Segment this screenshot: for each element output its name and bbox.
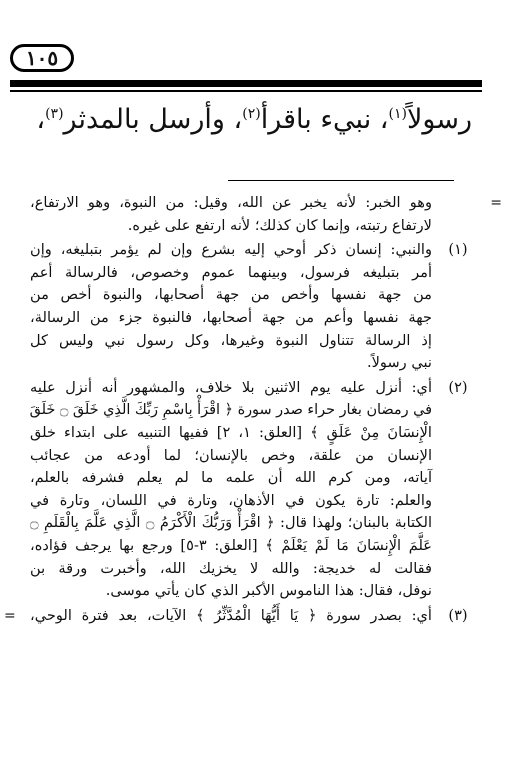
note-line: لارتفاع رتبته، وإنما كان كذلك؛ لأنه ارتفع على غيره. (127, 216, 432, 234)
note-line: إذ الرسالة تتناول النبوة وغيرها، وكل رسول نبي وليس كل (30, 331, 432, 349)
note-line: نبي رسولاً. (366, 354, 432, 372)
note-line: أي: بصدر سورة ﴿ يَا أَيُّهَا الْمُدَّثِّرُ ﴾ الآيات، بعد فترة الوحي، (30, 606, 432, 624)
footnote-continued (30, 192, 502, 237)
main-word-3: ، وأرسل بالمدثر (63, 104, 243, 135)
header-rule-thick (10, 80, 482, 87)
note-line: جهة نفسها وأعم من جهة أصحابها، فالنبوة جزء من الرسالة، (30, 308, 432, 326)
footnote-2 (30, 377, 480, 603)
note-line: أمر بتبليغه فرسول، وبينهما عموم وخصوص، فالرسالة أعم (30, 263, 432, 281)
note-line: آياته، ومن كرم الله أن علمه ما لم يعلم فشرفه بالعلم، (30, 469, 432, 487)
note-line: والعلم: تارة يكون في الأذهان، وتارة في اللسان، وتارة في (30, 491, 432, 509)
note-line: في رمضان بغار حراء صدر سورة ﴿ اقْرَأْ بِاسْمِ رَبِّكَ الَّذِي خَلَقَ ۝ خَلَقَ (29, 402, 432, 419)
footnotes (4, 192, 502, 629)
footnote-number: (١) (448, 241, 468, 259)
note-line: فقالت له خديجة: والله لا يخزيك الله، وأخبرت ورقة بن (30, 559, 432, 577)
continued-next-page-mark: = (4, 607, 16, 624)
note-line: وهو الخبر: لأنه يخبر عن الله، وقيل: من النبوة، وهو الارتفاع، (30, 194, 432, 211)
note-line: الإنسان من علقة، وخص بالإنسان؛ لما أودعه من عجائب (30, 446, 432, 464)
footnote-number: (٢) (448, 378, 468, 396)
page-number: ١٠٥ (10, 44, 74, 72)
main-word-2: ، نبيء باقرأ (260, 104, 389, 135)
note-line: أي: أنزل عليه يوم الاثنين بلا خلاف، والمشهور أنه أنزل عليه (30, 378, 432, 396)
note-line: الْإِنسَانَ مِنْ عَلَقٍ ﴾ [العلق: ١، ٢] ففيها التنبيه على ابتداء خلق (30, 423, 432, 441)
footnote-number: (٣) (448, 606, 468, 624)
footnote-3 (4, 605, 480, 628)
main-word-1: رسولاً (406, 104, 472, 135)
footnote-ref-2: (٢) (242, 106, 261, 122)
footnote-separator (228, 180, 454, 181)
main-word-4: ، (36, 104, 46, 135)
footnote-1 (30, 239, 480, 375)
main-text-line (22, 104, 472, 135)
note-line: نوفل، فقال: هذا الناموس الأكبر الذي كان يأتي موسى. (105, 582, 432, 600)
footnote-ref-1: (١) (388, 106, 407, 122)
note-line: عَلَّمَ الْإِنسَانَ مَا لَمْ يَعْلَمْ ﴾ [العلق: ٣-٥] ورجع بها يرجف فؤاده، (30, 536, 432, 554)
note-line: الكتابة بالبنان؛ ولهذا قال: ﴿ اقْرَأْ وَرَبُّكَ الْأَكْرَمُ ۝ الَّذِي عَلَّمَ بِالْقَلَمِ ۝ (30, 514, 432, 532)
note-line: من جهة نفسها وأخص من جهة أصحابها، والنبوة أخص من (30, 286, 432, 304)
note-line: والنبي: إنسان ذكر أوحي إليه بشرع وإن لم يؤمر بتبليغه، وإن (30, 241, 432, 259)
footnote-ref-3: (٣) (45, 106, 64, 122)
continuation-mark: = (490, 195, 502, 211)
header-rule-thin (10, 90, 482, 92)
